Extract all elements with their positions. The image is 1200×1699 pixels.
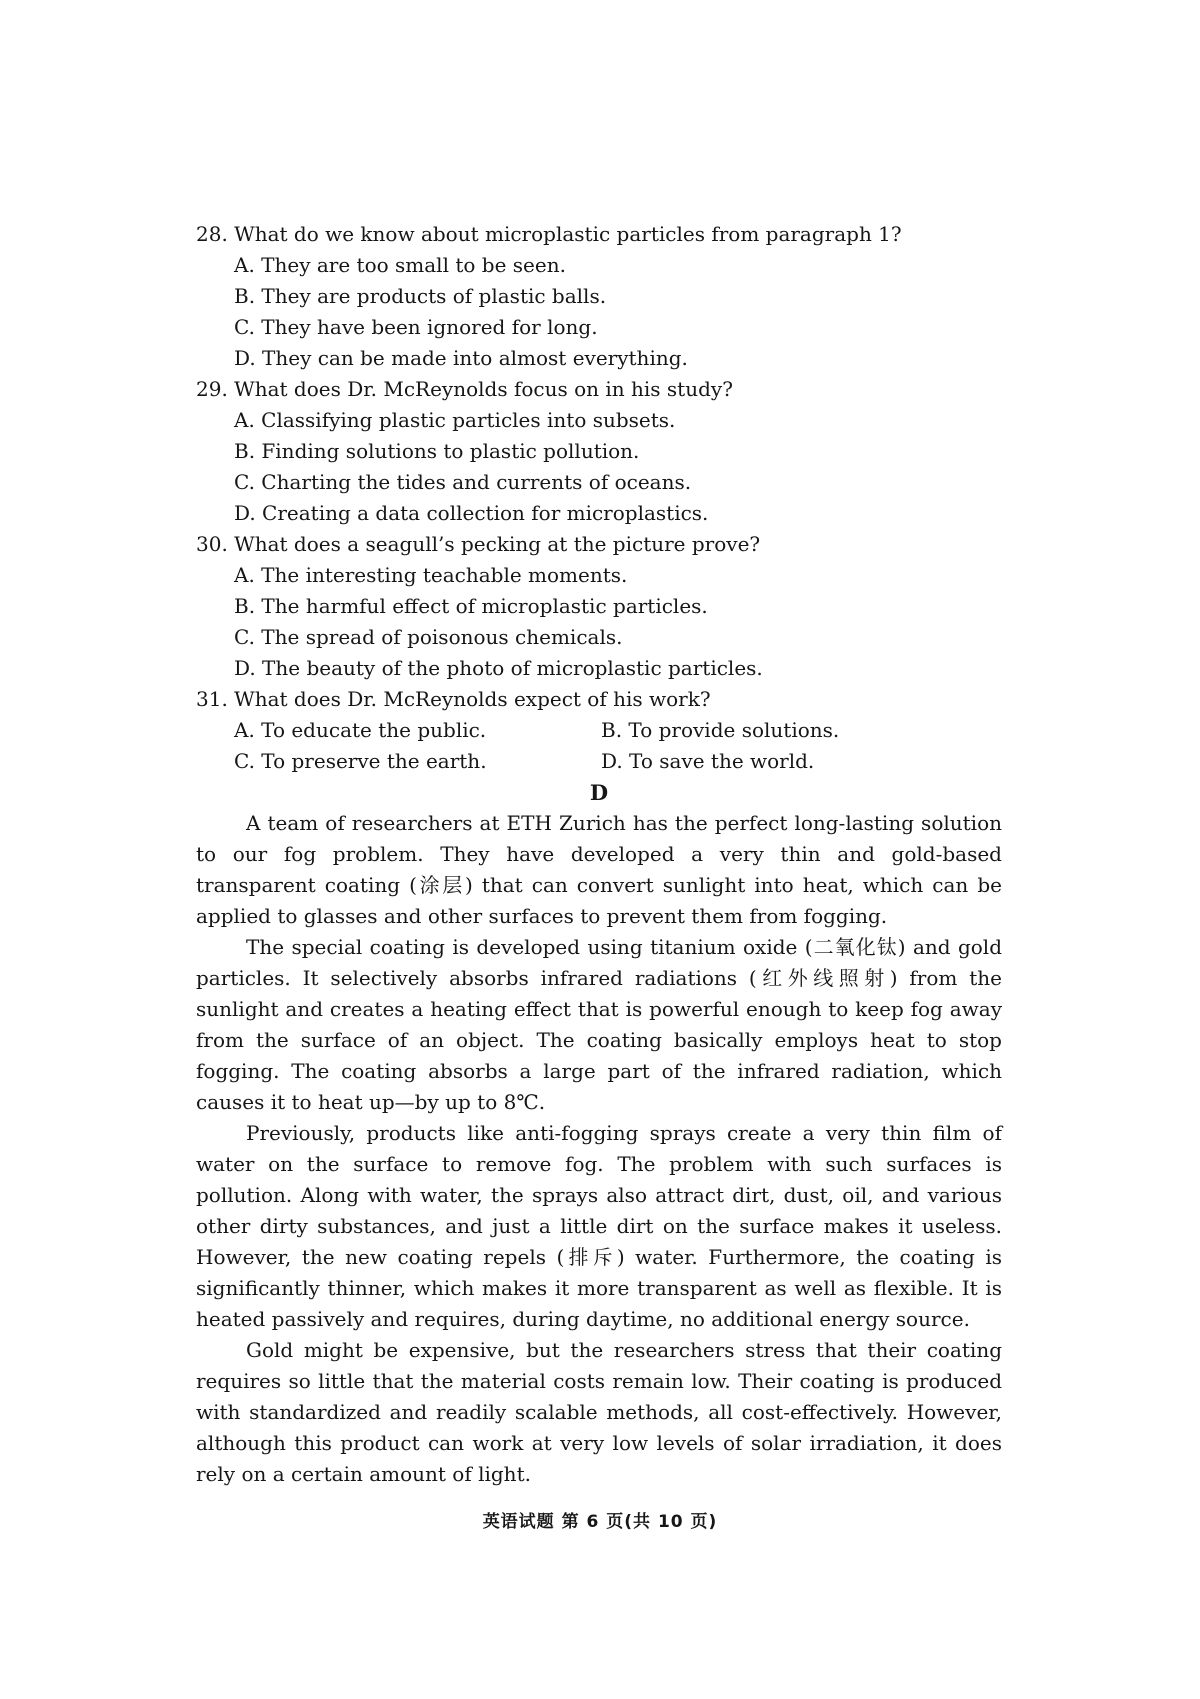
question-stem: 31. What does Dr. McReynolds expect of his work? xyxy=(196,687,711,711)
passage-paragraph: The special coating is developed using titanium oxide (二氧化钛) and gold particles. It selectively absorbs infrared radiations (红外线照射) from the sunlight and creates a heating effect that is powerful enough to keep fog away from the surface of an object. The coating basically employs heat to stop fogging. The coating absorbs a large part of the infrared radiation, which causes it to heat up—by up to 8℃. xyxy=(196,935,1002,1114)
option-d: D. Creating a data collection for microplastics. xyxy=(234,501,709,525)
question-stem: 28. What do we know about microplastic particles from paragraph 1? xyxy=(196,222,902,246)
option-c: C. They have been ignored for long. xyxy=(234,315,598,339)
option-c: C. To preserve the earth. xyxy=(234,749,487,773)
option-row xyxy=(234,746,1002,777)
option-b: B. The harmful effect of microplastic particles. xyxy=(234,594,708,618)
option-d: D. The beauty of the photo of microplastic particles. xyxy=(234,656,763,680)
question-stem: 29. What does Dr. McReynolds focus on in his study? xyxy=(196,377,733,401)
option-a: A. Classifying plastic particles into subsets. xyxy=(234,408,676,432)
passage-paragraph: Previously, products like anti-fogging sprays create a very thin film of water on the surface to remove fog. The problem with such surfaces is pollution. Along with water, the sprays also attract dirt, dust, oil, and various other dirty substances, and just a little dirt on the surface makes it useless. However, the new coating repels (排斥) water. Furthermore, the coating is significantly thinner, which makes it more transparent as well as flexible. It is heated passively and requires, during daytime, no additional energy source. xyxy=(196,1121,1002,1331)
option-d: D. They can be made into almost everything. xyxy=(234,346,688,370)
question-31 xyxy=(196,684,1002,777)
option-a: A. To educate the public. xyxy=(234,718,487,742)
passage-paragraph: Gold might be expensive, but the researchers stress that their coating requires so little that the material costs remain low. Their coating is produced with standardized and readily scalable methods, all cost-effectively. However, although this product can work at very low levels of solar irradiation, it does rely on a certain amount of light. xyxy=(196,1338,1002,1486)
question-28 xyxy=(196,219,1002,374)
option-b: B. Finding solutions to plastic pollution. xyxy=(234,439,640,463)
question-29 xyxy=(196,374,1002,529)
option-row xyxy=(234,715,1002,746)
question-stem: 30. What does a seagull’s pecking at the picture prove? xyxy=(196,532,761,556)
option-b: B. They are products of plastic balls. xyxy=(234,284,607,308)
section-heading: D xyxy=(589,780,609,805)
page-footer: 英语试题 第 6 页(共 10 页) xyxy=(482,1512,718,1532)
option-b: B. To provide solutions. xyxy=(601,718,840,742)
page-content xyxy=(196,219,1002,1490)
passage-paragraph: A team of researchers at ETH Zurich has the perfect long-lasting solution to our fog problem. They have developed a very thin and gold-based transparent coating (涂层) that can convert sunlight into heat, which can be applied to glasses and other surfaces to prevent them from fogging. xyxy=(196,811,1002,928)
option-a: A. The interesting teachable moments. xyxy=(234,563,628,587)
option-c: C. The spread of poisonous chemicals. xyxy=(234,625,623,649)
option-d: D. To save the world. xyxy=(601,749,815,773)
question-30 xyxy=(196,529,1002,684)
option-c: C. Charting the tides and currents of oceans. xyxy=(234,470,692,494)
option-a: A. They are too small to be seen. xyxy=(234,253,566,277)
